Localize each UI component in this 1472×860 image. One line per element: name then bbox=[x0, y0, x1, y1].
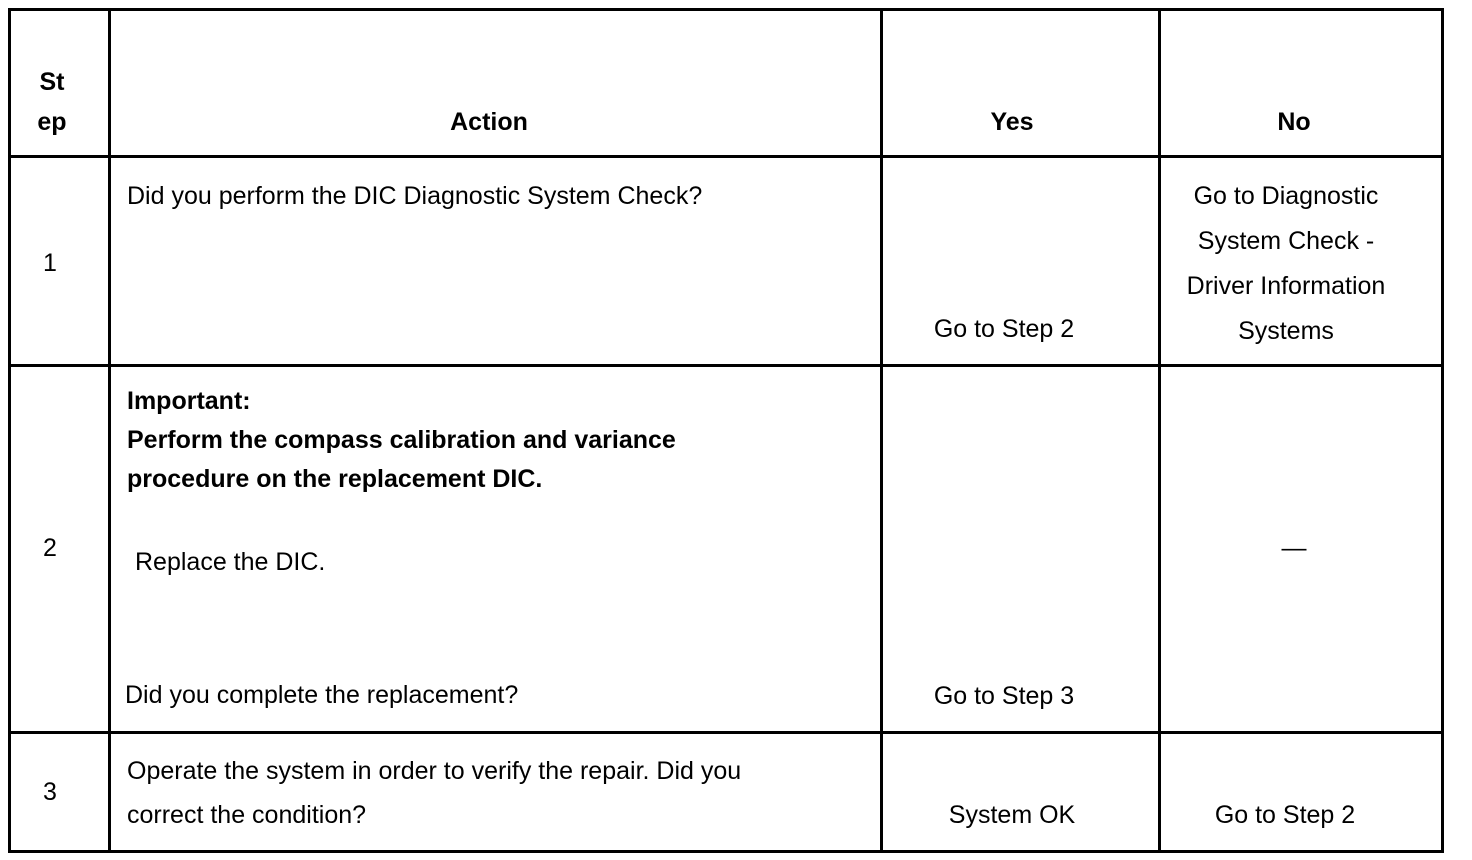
no-result-line: Systems bbox=[1238, 317, 1334, 345]
header-yes: Yes bbox=[990, 108, 1034, 136]
table-border-right bbox=[1441, 8, 1444, 853]
step-number: 3 bbox=[43, 778, 57, 806]
important-text-line: Perform the compass calibration and variance bbox=[127, 426, 676, 454]
no-result-line: Driver Information bbox=[1186, 272, 1386, 300]
action-text-line: correct the condition? bbox=[127, 801, 367, 829]
column-divider-action bbox=[880, 8, 883, 853]
no-result-line: System Check - bbox=[1197, 227, 1375, 255]
no-result: Go to Step 2 bbox=[1214, 801, 1356, 829]
action-text: Did you perform the DIC Diagnostic System Check? bbox=[127, 182, 703, 210]
question-text: Did you complete the replacement? bbox=[125, 681, 519, 709]
yes-result: System OK bbox=[948, 801, 1076, 829]
important-text-line: procedure on the replacement DIC. bbox=[127, 465, 543, 493]
table-border-top bbox=[8, 8, 1444, 11]
column-divider-step bbox=[108, 8, 111, 853]
yes-result: Go to Step 2 bbox=[933, 315, 1075, 343]
header-step-line-1: St bbox=[39, 68, 65, 96]
step-number: 1 bbox=[43, 249, 57, 277]
row-divider-2 bbox=[8, 731, 1444, 734]
header-step bbox=[24, 62, 80, 142]
no-result: — bbox=[1281, 534, 1307, 562]
no-result-line: Go to Diagnostic bbox=[1193, 182, 1379, 210]
step-number: 2 bbox=[43, 534, 57, 562]
header-divider bbox=[8, 155, 1444, 158]
header-no: No bbox=[1277, 108, 1311, 136]
yes-result: Go to Step 3 bbox=[933, 682, 1075, 710]
table-border-left bbox=[8, 8, 11, 853]
action-text-line: Operate the system in order to verify the repair. Did you bbox=[127, 757, 742, 785]
table-border-bottom bbox=[8, 850, 1444, 853]
row-divider-1 bbox=[8, 364, 1444, 367]
instruction-text: Replace the DIC. bbox=[135, 548, 326, 576]
header-step-line-2: ep bbox=[37, 108, 67, 136]
no-result bbox=[1166, 174, 1406, 354]
column-divider-yes bbox=[1158, 8, 1161, 853]
important-label: Important: bbox=[127, 387, 251, 415]
header-action: Action bbox=[450, 108, 528, 136]
